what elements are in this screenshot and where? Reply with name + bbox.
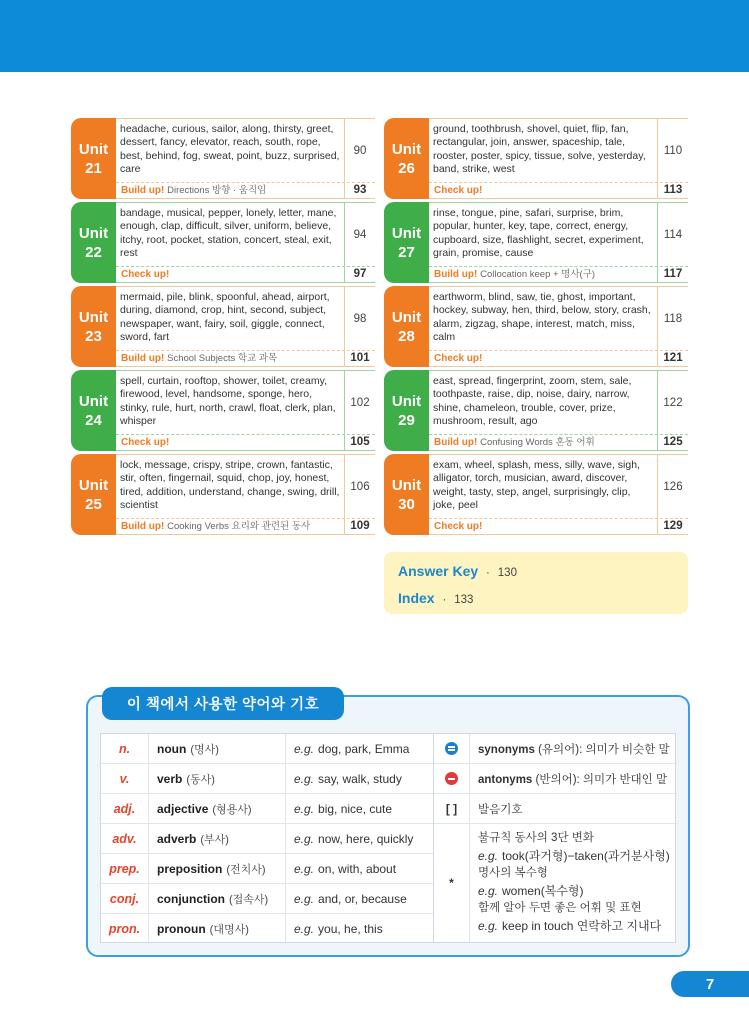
legend-row bbox=[101, 914, 433, 944]
unit-sub-desc: Confusing Words 혼동 어휘 bbox=[480, 437, 595, 448]
unit-sub-row bbox=[116, 519, 375, 535]
index-label: Index bbox=[398, 590, 435, 606]
legend-brackets-symbol: [ ] bbox=[434, 794, 470, 823]
unit-sub-section[interactable] bbox=[116, 351, 344, 366]
legend-term-ko: (동사) bbox=[186, 773, 215, 786]
legend-example-text: on, with, about bbox=[318, 861, 397, 876]
answer-index-box bbox=[384, 552, 688, 614]
unit-sub-tag: Check up! bbox=[121, 269, 170, 280]
asterisk-line3: 명사의 복수형 bbox=[478, 867, 548, 879]
unit-sub-section[interactable] bbox=[429, 351, 657, 366]
unit-sub-page[interactable]: 101 bbox=[344, 351, 375, 366]
unit-number: 24 bbox=[85, 411, 102, 429]
legend-term-en: pronoun bbox=[157, 922, 206, 936]
legend-term bbox=[149, 914, 286, 944]
synonyms-ko: (유의어): bbox=[538, 743, 583, 756]
unit-sub-tag: Build up! bbox=[434, 269, 478, 280]
unit-words-row bbox=[116, 286, 375, 351]
unit-word: Unit bbox=[391, 140, 422, 158]
legend-asterisk-symbol: * bbox=[434, 824, 470, 942]
legend-abbr: pron. bbox=[101, 914, 149, 944]
unit-sub-row bbox=[116, 183, 375, 199]
unit-word-list: rinse, tongue, pine, safari, surprise, brim, popular, hunter, key, tape, correct, energy, cupboard, size, flashlight, secret, experiment, grain, promise, cause bbox=[433, 207, 644, 259]
unit-word-list: bandage, musical, pepper, lonely, letter, mane, enough, clap, difficult, silver, uniform, believe, itchy, root, pocket, station, concert, steal, exit, rest bbox=[120, 207, 337, 259]
legend-term-en: conjunction bbox=[157, 891, 225, 906]
unit-word-list: ground, toothbrush, shovel, quiet, flip, fan, rectangular, join, answer, spaceship, tale, rooster, poster, spicy, tissue, solve, yesterday, band, strike, west bbox=[433, 123, 646, 175]
legend-abbr: v. bbox=[101, 764, 149, 793]
unit-block bbox=[71, 202, 375, 286]
legend-antonyms-symbol bbox=[434, 764, 470, 793]
legend-abbr: adj. bbox=[101, 794, 149, 823]
unit-sub-section[interactable] bbox=[429, 435, 657, 450]
unit-word: Unit bbox=[78, 476, 109, 494]
unit-sub-row bbox=[429, 183, 688, 199]
legend-synonyms-row bbox=[434, 734, 678, 764]
unit-sub-row bbox=[116, 351, 375, 367]
answer-key-label: Answer Key bbox=[398, 563, 479, 579]
header-band bbox=[0, 0, 749, 72]
legend-eg: e.g. bbox=[294, 771, 315, 786]
unit-words-row bbox=[429, 286, 688, 351]
legend-term-en: verb bbox=[157, 771, 183, 786]
unit-sub-page[interactable]: 129 bbox=[657, 519, 688, 534]
unit-tab[interactable] bbox=[71, 286, 116, 367]
unit-body bbox=[116, 370, 375, 451]
unit-number: 23 bbox=[85, 327, 102, 345]
legend-term-ko: (명사) bbox=[190, 743, 219, 756]
unit-sub-desc: Directions 방향 · 움직임 bbox=[167, 185, 267, 196]
unit-sub-section[interactable] bbox=[116, 435, 344, 450]
unit-word: Unit bbox=[391, 308, 422, 326]
unit-block bbox=[384, 202, 688, 286]
unit-word-list: east, spread, fingerprint, zoom, stem, sale, toothpaste, raise, dip, noise, dairy, narrow, shine, chameleon, trouble, cover, prize, mushroom, result, ago bbox=[433, 375, 632, 427]
legend-row bbox=[101, 854, 433, 884]
unit-sub-tag: Build up! bbox=[121, 353, 165, 364]
unit-tab[interactable] bbox=[71, 202, 116, 283]
unit-tab[interactable] bbox=[384, 454, 429, 535]
unit-body bbox=[429, 202, 688, 283]
legend-eg: e.g. bbox=[294, 922, 315, 936]
unit-page[interactable]: 106 bbox=[344, 455, 375, 518]
legend-table bbox=[100, 733, 676, 943]
legend-example-text: say, walk, study bbox=[318, 771, 402, 786]
unit-sub-row bbox=[429, 435, 688, 451]
unit-words-row bbox=[116, 202, 375, 267]
unit-page[interactable]: 98 bbox=[344, 287, 375, 350]
legend-example bbox=[286, 794, 433, 823]
legend-term-ko: (대명사) bbox=[209, 924, 249, 936]
index-dot: · bbox=[442, 594, 447, 606]
units-column-right bbox=[384, 118, 688, 538]
unit-sub-page[interactable]: 97 bbox=[344, 267, 375, 282]
legend-term-en: preposition bbox=[157, 861, 223, 876]
unit-sub-row bbox=[429, 519, 688, 535]
unit-body bbox=[429, 370, 688, 451]
unit-word: Unit bbox=[391, 392, 422, 410]
unit-sub-section[interactable] bbox=[429, 183, 657, 198]
unit-number: 28 bbox=[398, 327, 415, 345]
unit-word: Unit bbox=[78, 392, 109, 410]
legend-antonyms-row bbox=[434, 764, 678, 794]
unit-sub-page[interactable]: 117 bbox=[657, 267, 688, 282]
unit-tab[interactable] bbox=[71, 370, 116, 451]
legend-example-text: and, or, because bbox=[318, 891, 407, 906]
answer-key-dot: · bbox=[486, 567, 490, 579]
unit-page[interactable]: 94 bbox=[344, 203, 375, 266]
unit-block bbox=[384, 370, 688, 454]
antonyms-ko: (반의어): bbox=[535, 773, 580, 786]
legend-eg: e.g. bbox=[294, 861, 315, 876]
unit-word-list: headache, curious, sailor, along, thirsty, greet, dessert, fancy, elevator, reach, south, rope, best, behind, fog, sweat, point, buzz, surprised, care bbox=[120, 123, 340, 175]
asterisk-example3: e.g. keep in touch 연락하고 지내다 bbox=[478, 918, 662, 933]
legend-abbr: adv. bbox=[101, 824, 149, 853]
unit-sub-section[interactable] bbox=[116, 519, 344, 534]
unit-block bbox=[384, 454, 688, 538]
legend-example-text: big, nice, cute bbox=[318, 801, 393, 816]
unit-body bbox=[429, 286, 688, 367]
unit-body bbox=[116, 286, 375, 367]
legend-term bbox=[149, 824, 286, 853]
legend-eg: e.g. bbox=[294, 891, 315, 906]
legend-term bbox=[149, 734, 286, 763]
legend-term-ko: (형용사) bbox=[212, 803, 252, 816]
asterisk-line1: 불규칙 동사의 3단 변화 bbox=[478, 832, 594, 844]
unit-sub-tag: Build up! bbox=[434, 437, 478, 448]
unit-page[interactable]: 90 bbox=[344, 119, 375, 182]
legend-term-ko: (접속사) bbox=[229, 893, 269, 906]
legend-synonyms-text bbox=[470, 741, 670, 757]
legend-example bbox=[286, 914, 433, 944]
legend-term-ko: (부사) bbox=[200, 833, 229, 846]
legend-example bbox=[286, 734, 433, 763]
unit-sub-row bbox=[429, 267, 688, 283]
legend-asterisk-row bbox=[434, 824, 678, 942]
legend-term-ko: (전치사) bbox=[226, 863, 266, 876]
antonyms-term: antonyms bbox=[478, 773, 533, 786]
unit-words-row bbox=[116, 370, 375, 435]
legend-term-en: adjective bbox=[157, 801, 209, 816]
legend-example-text: you, he, this bbox=[318, 922, 383, 936]
unit-sub-page[interactable]: 121 bbox=[657, 351, 688, 366]
asterisk-example2: e.g. women(복수형) bbox=[478, 883, 584, 898]
legend-eg: e.g. bbox=[294, 801, 315, 816]
index-page: 133 bbox=[454, 594, 474, 606]
legend-abbr: prep. bbox=[101, 854, 149, 883]
unit-block bbox=[384, 286, 688, 370]
unit-sub-page[interactable]: 109 bbox=[344, 519, 375, 534]
unit-body bbox=[116, 454, 375, 535]
unit-sub-desc: Collocation keep + 명사(구) bbox=[480, 269, 596, 280]
unit-page[interactable]: 102 bbox=[344, 371, 375, 434]
unit-tab[interactable] bbox=[384, 286, 429, 367]
legend-brackets-row bbox=[434, 794, 678, 824]
unit-sub-row bbox=[116, 435, 375, 451]
answer-key-page: 130 bbox=[497, 567, 517, 579]
legend-symbols bbox=[433, 734, 677, 942]
unit-word-list: lock, message, crispy, stripe, crown, fantastic, stir, often, fingernail, squid, chop, joy, honest, tired, addition, understand, change, swing, drill, scientist bbox=[120, 459, 340, 511]
legend-term bbox=[149, 794, 286, 823]
unit-block bbox=[71, 118, 375, 202]
unit-sub-tag: Build up! bbox=[121, 185, 165, 196]
legend-example-text: now, here, quickly bbox=[318, 831, 414, 846]
unit-sub-row bbox=[429, 351, 688, 367]
unit-number: 29 bbox=[398, 411, 415, 429]
asterisk-line5: 함께 알아 두면 좋은 어휘 및 표현 bbox=[478, 902, 642, 914]
legend-row bbox=[101, 764, 433, 794]
legend-eg: e.g. bbox=[294, 741, 315, 756]
unit-number: 21 bbox=[85, 159, 102, 177]
unit-page[interactable]: 126 bbox=[657, 455, 688, 518]
unit-sub-section[interactable] bbox=[116, 183, 344, 198]
unit-words-row bbox=[116, 454, 375, 519]
unit-sub-row bbox=[116, 267, 375, 283]
minus-circle-icon bbox=[445, 772, 458, 785]
legend-example bbox=[286, 824, 433, 853]
unit-word: Unit bbox=[78, 308, 109, 326]
legend-synonyms-symbol bbox=[434, 734, 470, 763]
unit-word-list: spell, curtain, rooftop, shower, toilet, creamy, firewood, level, handsome, sponge, hero, stinky, rule, hurt, north, crawl, float, clerk, plan, whisper bbox=[120, 375, 336, 427]
asterisk-example1: e.g. took(과거형)−taken(과거분사형) bbox=[478, 848, 670, 863]
unit-number: 26 bbox=[398, 159, 415, 177]
legend-term-en: adverb bbox=[157, 831, 197, 846]
unit-sub-tag: Check up! bbox=[434, 353, 483, 364]
unit-block bbox=[384, 118, 688, 202]
unit-sub-tag: Check up! bbox=[434, 185, 483, 196]
unit-page[interactable]: 118 bbox=[657, 287, 688, 350]
units-column-left bbox=[71, 118, 375, 538]
legend-asterisk-text bbox=[470, 824, 670, 935]
unit-sub-page[interactable]: 93 bbox=[344, 183, 375, 198]
unit-words-row bbox=[429, 118, 688, 183]
unit-block bbox=[71, 454, 375, 538]
legend-example-text: dog, park, Emma bbox=[318, 741, 410, 756]
unit-sub-page[interactable]: 105 bbox=[344, 435, 375, 450]
unit-sub-desc: School Subjects 학교 과목 bbox=[167, 353, 278, 364]
unit-number: 25 bbox=[85, 495, 102, 513]
unit-tab[interactable] bbox=[71, 454, 116, 535]
answer-key-link[interactable] bbox=[398, 559, 688, 586]
unit-body bbox=[116, 202, 375, 283]
legend-row bbox=[101, 794, 433, 824]
legend-row bbox=[101, 884, 433, 914]
unit-word-list: earthworm, blind, saw, tie, ghost, important, hockey, subway, hen, third, below, story, crash, alarm, zigzag, shape, interest, match, miss, calm bbox=[433, 291, 651, 343]
unit-tab[interactable] bbox=[71, 118, 116, 199]
legend-example bbox=[286, 764, 433, 793]
unit-words-row bbox=[429, 454, 688, 519]
unit-sub-section[interactable] bbox=[116, 267, 344, 282]
unit-sub-page[interactable]: 113 bbox=[657, 183, 688, 198]
legend-antonyms-text bbox=[470, 771, 667, 787]
unit-word-list: exam, wheel, splash, mess, silly, wave, sigh, alligator, torch, musician, award, discover, weight, tasty, step, angel, surprisingly, clip, joke, peel bbox=[433, 459, 640, 511]
unit-number: 27 bbox=[398, 243, 415, 261]
unit-sub-tag: Build up! bbox=[121, 521, 165, 532]
unit-sub-desc: Cooking Verbs 요리와 관련된 동사 bbox=[167, 521, 311, 532]
unit-words-row bbox=[429, 202, 688, 267]
unit-number: 22 bbox=[85, 243, 102, 261]
unit-tab[interactable] bbox=[384, 202, 429, 283]
unit-body bbox=[429, 118, 688, 199]
unit-body bbox=[429, 454, 688, 535]
unit-number: 30 bbox=[398, 495, 415, 513]
legend-term-en: noun bbox=[157, 741, 187, 756]
unit-word: Unit bbox=[78, 140, 109, 158]
unit-words-row bbox=[429, 370, 688, 435]
legend-example bbox=[286, 884, 433, 913]
legend-title: 이 책에서 사용한 약어와 기호 bbox=[102, 687, 344, 720]
legend-eg: e.g. bbox=[294, 831, 315, 846]
unit-page[interactable]: 122 bbox=[657, 371, 688, 434]
legend-example bbox=[286, 854, 433, 883]
unit-word: Unit bbox=[391, 476, 422, 494]
synonyms-term: synonyms bbox=[478, 743, 535, 756]
legend-row bbox=[101, 824, 433, 854]
unit-sub-tag: Check up! bbox=[121, 437, 170, 448]
legend-term bbox=[149, 854, 286, 883]
antonyms-desc: 의미가 반대인 말 bbox=[582, 773, 668, 786]
unit-sub-tag: Check up! bbox=[434, 521, 483, 532]
legend-abbr: conj. bbox=[101, 884, 149, 913]
unit-tab[interactable] bbox=[384, 370, 429, 451]
unit-tab[interactable] bbox=[384, 118, 429, 199]
unit-body bbox=[116, 118, 375, 199]
legend-term bbox=[149, 884, 286, 913]
synonyms-desc: 의미가 비슷한 말 bbox=[585, 743, 670, 756]
unit-sub-page[interactable]: 125 bbox=[657, 435, 688, 450]
index-link[interactable] bbox=[398, 586, 688, 613]
unit-word: Unit bbox=[391, 224, 422, 242]
unit-sub-section[interactable] bbox=[429, 267, 657, 282]
legend-row bbox=[101, 734, 433, 764]
unit-sub-section[interactable] bbox=[429, 519, 657, 534]
unit-block bbox=[71, 370, 375, 454]
unit-word-list: mermaid, pile, blink, spoonful, ahead, airport, during, diamond, crop, hint, second, subject, newspaper, want, fairy, soil, giggle, connect, sword, fart bbox=[120, 291, 330, 343]
legend-abbr: n. bbox=[101, 734, 149, 763]
unit-page[interactable]: 114 bbox=[657, 203, 688, 266]
unit-word: Unit bbox=[78, 224, 109, 242]
equals-circle-icon bbox=[445, 742, 458, 755]
unit-page[interactable]: 110 bbox=[657, 119, 688, 182]
legend-brackets-desc: 발음기호 bbox=[478, 803, 523, 816]
unit-words-row bbox=[116, 118, 375, 183]
unit-block bbox=[71, 286, 375, 370]
page-number: 7 bbox=[671, 971, 749, 997]
legend-term bbox=[149, 764, 286, 793]
